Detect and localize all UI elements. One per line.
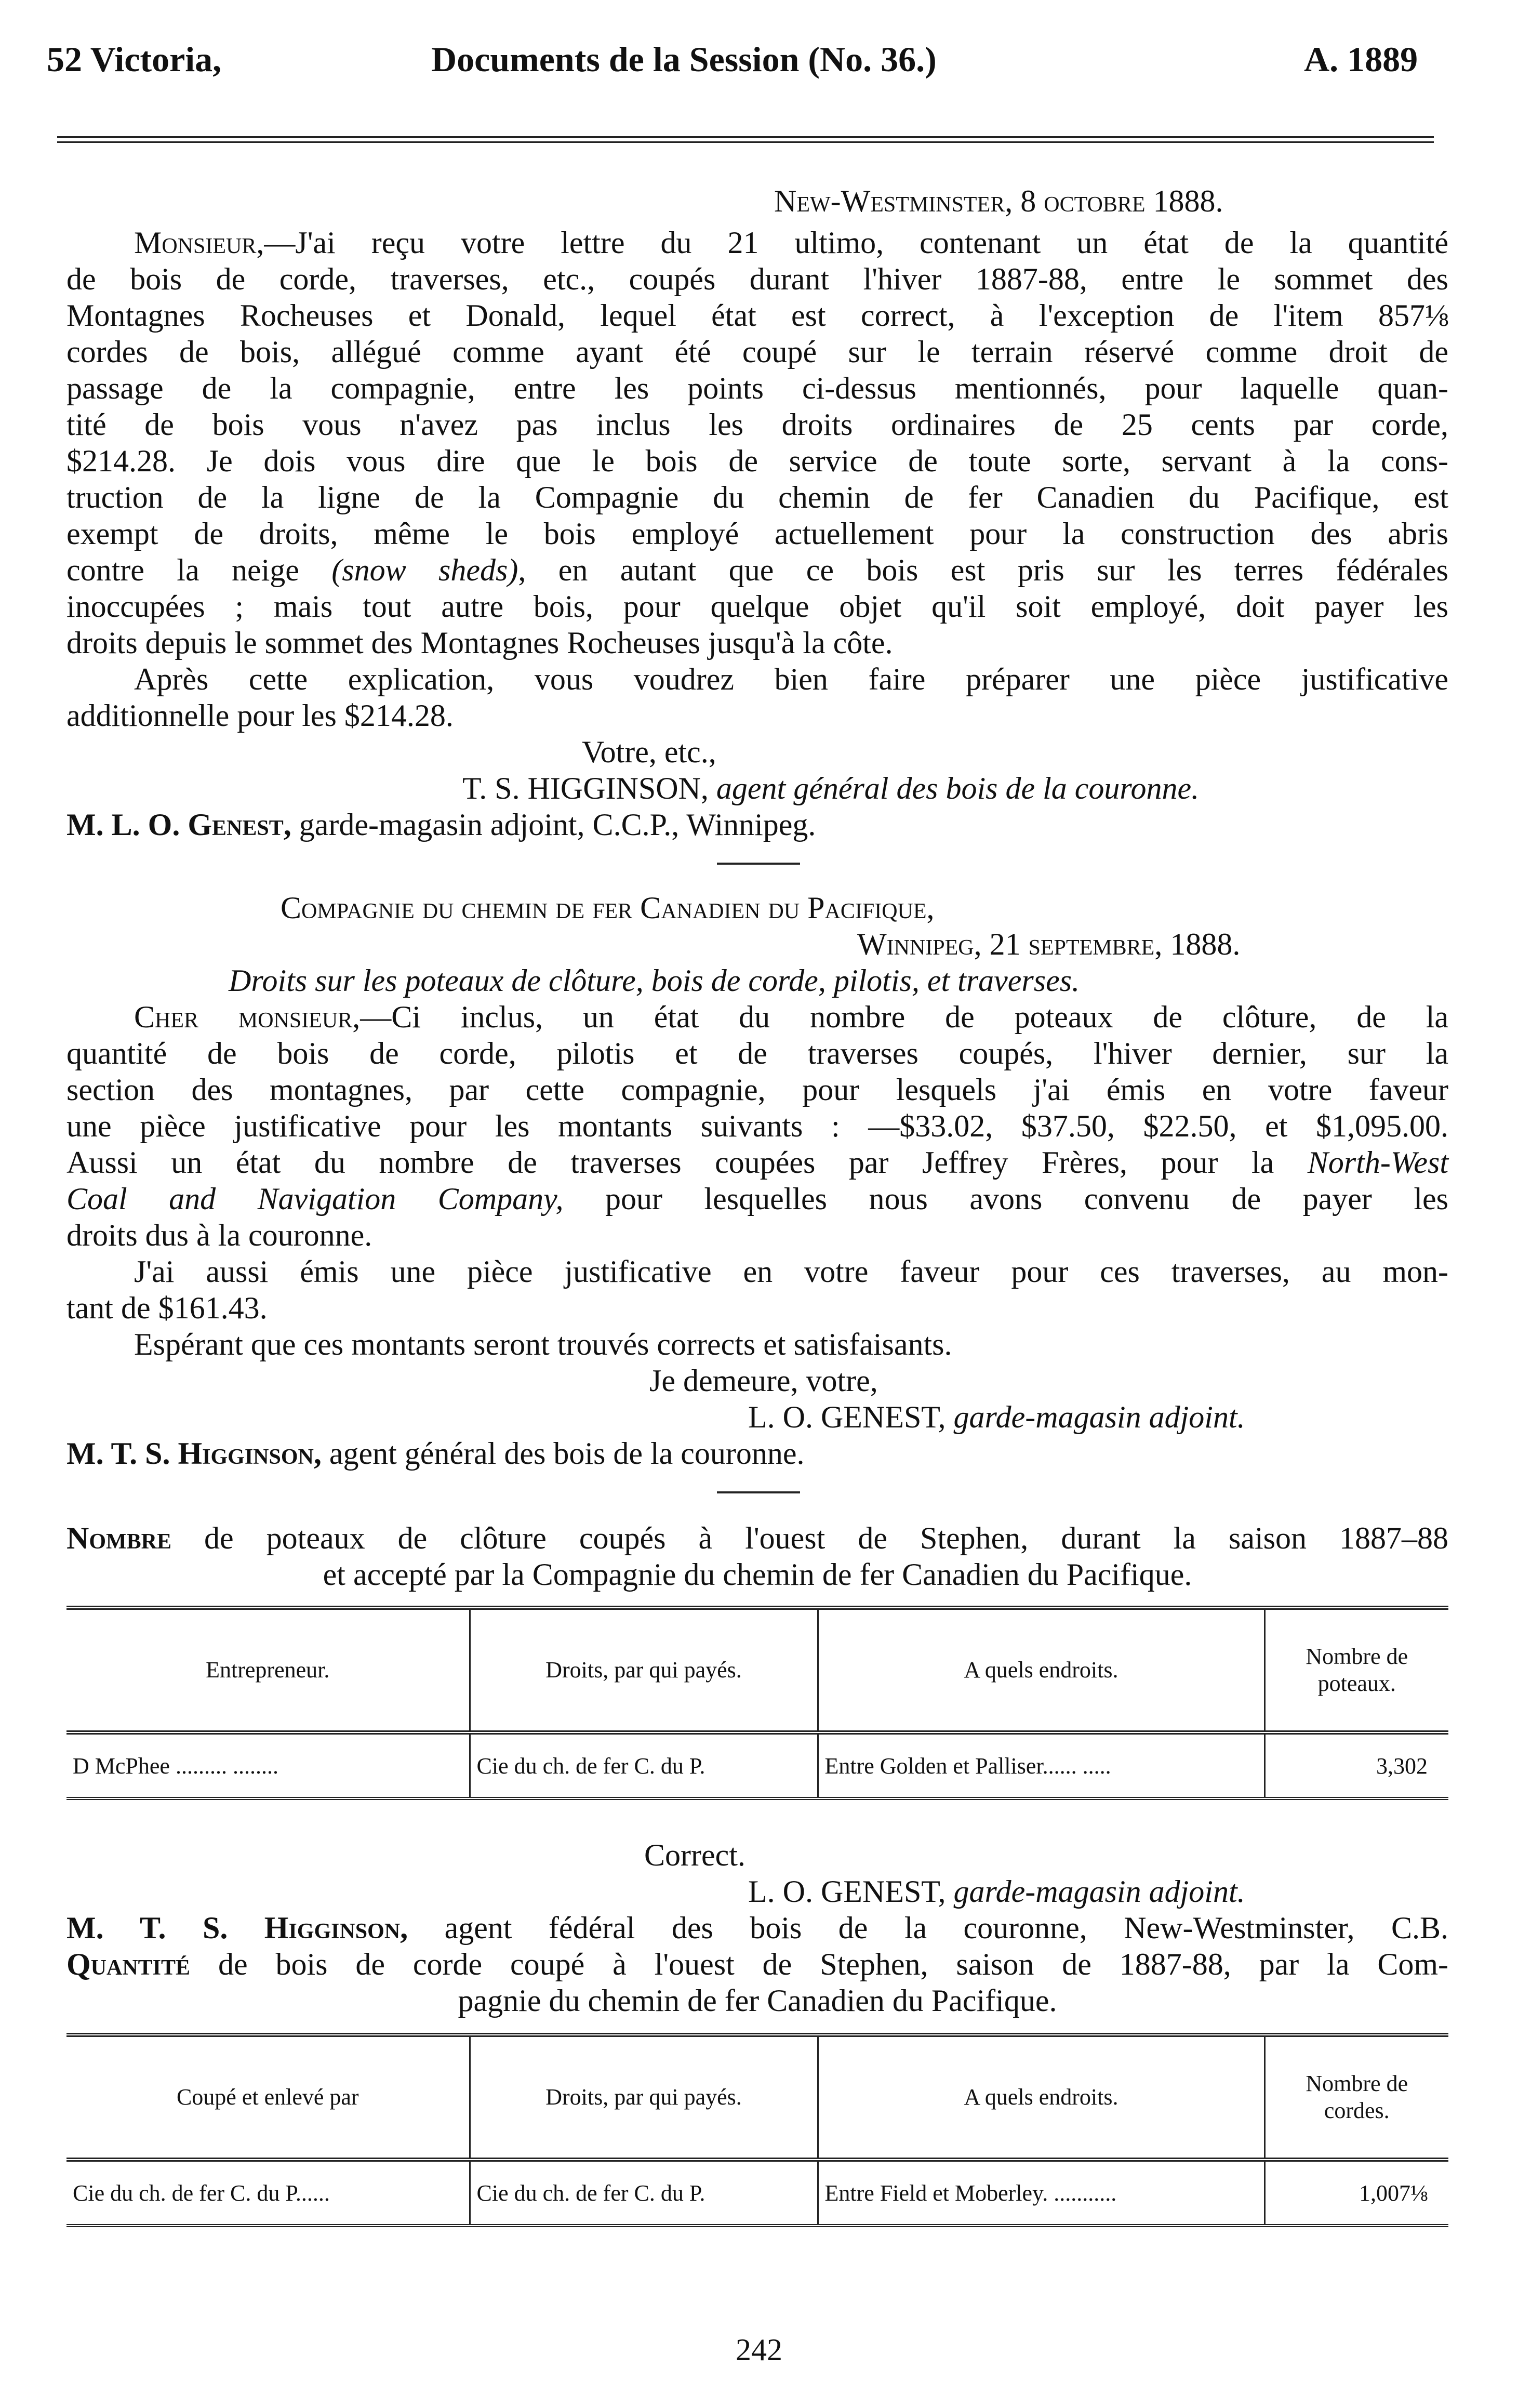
certification-signer: L. O. GENEST, <box>748 1874 946 1909</box>
table2-header-duties-paid-by: Droits, par qui payés. <box>470 2035 818 2160</box>
header-year: A. 1889 <box>1304 39 1418 79</box>
letter1-line-8: truction de la ligne de la Compagnie du chemin de fer Canadien du Pacifique, est <box>66 480 1448 514</box>
table1-header-location: A quels endroits. <box>818 1608 1264 1732</box>
table1-caption-lead: Nombre <box>66 1521 171 1555</box>
table1-header-post-count: Nombre de poteaux. <box>1264 1608 1448 1732</box>
table2-header-location: A quels endroits. <box>818 2035 1264 2160</box>
table2-header-cord-count: Nombre de cordes. <box>1264 2035 1448 2160</box>
letter1-para2-line-2: additionnelle pour les $214.28. <box>66 698 454 733</box>
letter1-closing: Votre, etc., <box>582 735 716 769</box>
letter2-para2-line-1: J'ai aussi émis une pièce justificative en votre faveur pour ces traverses, au mon- <box>134 1254 1448 1289</box>
letter2-dateline: Winnipeg, 21 septembre, 1888. <box>857 927 1241 961</box>
header-rule-bottom <box>57 141 1434 143</box>
letter2-para3: Espérant que ces montants seront trouvés corrects et satisfaisants. <box>134 1327 952 1361</box>
letter2-para2-line-2: tant de $161.43. <box>66 1291 268 1325</box>
table1-cell-duties-paid-by: Cie du ch. de fer C. du P. <box>470 1732 818 1798</box>
letter2-line-2: quantité de bois de corde, pilotis et de traverses coupés, l'hiver dernier, sur la <box>66 1036 1448 1070</box>
separator-rule-2 <box>717 1491 800 1493</box>
table-row <box>66 1732 1448 1798</box>
table2-caption-lead: Quantité <box>66 1947 191 1981</box>
letter2-company-ref-a: North-West <box>1307 1145 1448 1180</box>
letter2-recipient-rest: agent général des bois de la couronne. <box>329 1436 805 1471</box>
table-cordwood <box>66 2033 1448 2227</box>
certification-recipient <box>66 1910 1448 1946</box>
letter1-signer: T. S. HIGGINSON, <box>462 771 709 805</box>
letter2-signer-title: garde-magasin adjoint. <box>953 1400 1245 1434</box>
certification-signer-title: garde-magasin adjoint. <box>953 1874 1245 1909</box>
letter1-line-4: cordes de bois, allégué comme ayant été coupé sur le terrain réservé comme droit de <box>66 335 1448 369</box>
letter1-line-6: tité de bois vous n'avez pas inclus les droits ordinaires de 25 cents par corde, <box>66 407 1448 442</box>
table2-header-row <box>66 2035 1448 2160</box>
letter1-line-3: Montagnes Rocheuses et Donald, lequel état est correct, à l'exception de l'item 857⅛ <box>66 298 1448 333</box>
letter1-line-5: passage de la compagnie, entre les points ci-dessus mentionnés, pour laquelle quan- <box>66 371 1448 405</box>
table-fence-posts <box>66 1606 1448 1800</box>
running-header <box>47 23 1455 81</box>
certification-recipient-name: M. T. S. Higginson, <box>66 1911 408 1945</box>
table1-header-duties-paid-by: Droits, par qui payés. <box>470 1608 818 1732</box>
letter1-line-7: $214.28. Je dois vous dire que le bois de service de toute sorte, servant à la cons- <box>66 444 1448 478</box>
letter2-signature <box>748 1399 1245 1435</box>
table2-caption-line-2: pagnie du chemin de fer Canadien du Pacifique. <box>458 1983 1057 2018</box>
table-row <box>66 2160 1448 2226</box>
letter2-closing: Je demeure, votre, <box>649 1364 878 1398</box>
table1-header-row <box>66 1608 1448 1732</box>
table1-header-contractor: Entrepreneur. <box>206 1657 330 1683</box>
certification-signature <box>748 1873 1245 1910</box>
letter2-company: Compagnie du chemin de fer Canadien du Pacifique, <box>281 891 935 925</box>
page-number: 242 <box>736 2333 782 2367</box>
letter1-salutation: Monsieur, <box>134 226 264 260</box>
table1-cell-location: Entre Golden et Palliser...... ..... <box>818 1732 1264 1798</box>
letter1-recipient <box>66 806 816 843</box>
table2-cell-cut-by: Cie du ch. de fer C. du P...... <box>73 2180 330 2206</box>
header-title: Documents de la Session (No. 36.) <box>431 39 937 79</box>
letter1-line-9: exempt de droits, même le bois employé actuellement pour la construction des abris <box>66 517 1448 551</box>
letter1-line-2: de bois de corde, traverses, etc., coupés durant l'hiver 1887-88, entre le sommet des <box>66 262 1448 296</box>
letter2-company-ref-b: Coal and Navigation Company, <box>66 1182 564 1216</box>
table2-cell-cord-count: 1,007⅛ <box>1264 2160 1448 2226</box>
certification-recipient-rest: agent fédéral des bois de la couronne, New-Westminster, C.B. <box>444 1911 1449 1945</box>
letter2-line-1: Cher monsieur,—Ci inclus, un état du nombre de poteaux de clôture, de la <box>66 999 1448 1035</box>
table1-caption-line-2: et accepté par la Compagnie du chemin de fer Canadien du Pacifique. <box>323 1557 1192 1592</box>
header-volume: 52 Victoria, <box>47 39 222 79</box>
table1-caption-line-1: Nombre de poteaux de clôture coupés à l'ouest de Stephen, durant la saison 1887–88 <box>66 1521 1448 1555</box>
letter2-signer: L. O. GENEST, <box>748 1400 946 1434</box>
table2-caption-line-1: Quantité de bois de corde coupé à l'ouest de Stephen, saison de 1887-88, par la Com- <box>66 1947 1448 1981</box>
table2-cell-location: Entre Field et Moberley. ........... <box>818 2160 1264 2226</box>
letter2-line-6: Coal and Navigation Company, pour lesquelles nous avons convenu de payer les <box>66 1182 1449 1216</box>
letter2-recipient <box>66 1435 805 1472</box>
table2-header-cut-by: Coupé et enlevé par <box>176 2084 359 2110</box>
letter1-signature <box>462 770 1199 806</box>
letter1-line-1: Monsieur,—J'ai reçu votre lettre du 21 ultimo, contenant un état de la quantité <box>66 224 1448 261</box>
certification-correct: Correct. <box>644 1838 745 1872</box>
letter2-line-5: Aussi un état du nombre de traverses coupées par Jeffrey Frères, pour la North-West <box>66 1145 1448 1180</box>
snow-sheds-term: (snow sheds) <box>331 553 518 587</box>
letter2-recipient-name: M. T. S. Higginson, <box>66 1436 322 1471</box>
letter1-signer-title: agent général des bois de la couronne. <box>716 771 1200 805</box>
letter2-line-4: une pièce justificative pour les montants suivants : —$33.02, $37.50, $22.50, et $1,095.00. <box>66 1109 1448 1143</box>
letter1-para2-line-1: Après cette explication, vous voudrez bien faire préparer une pièce justificative <box>134 662 1448 696</box>
table2-cell-duties-paid-by: Cie du ch. de fer C. du P. <box>470 2160 818 2226</box>
letter2-line-3: section des montagnes, par cette compagnie, pour lesquels j'ai émis en votre faveur <box>66 1073 1448 1107</box>
separator-rule-1 <box>717 863 800 865</box>
letter1-dateline: New-Westminster, 8 octobre 1888. <box>774 184 1223 218</box>
letter1-recipient-rest: garde-magasin adjoint, C.C.P., Winnipeg. <box>299 808 816 842</box>
letter1-line-11: inoccupées ; mais tout autre bois, pour quelque objet qu'il soit employé, doit payer les <box>66 589 1448 624</box>
table1-cell-post-count: 3,302 <box>1264 1732 1448 1798</box>
letter2-salutation: Cher monsieur, <box>134 1000 361 1034</box>
letter1-recipient-name: M. L. O. Genest, <box>66 808 291 842</box>
table1-cell-contractor: D McPhee ......... ........ <box>73 1753 278 1779</box>
header-rule-top <box>57 136 1434 138</box>
letter2-line-7: droits dus à la couronne. <box>66 1218 372 1252</box>
letter1-line-12: droits depuis le sommet des Montagnes Rocheuses jusqu'à la côte. <box>66 626 893 660</box>
letter1-line-10: contre la neige (snow sheds), en autant que ce bois est pris sur les terres fédérales <box>66 553 1448 587</box>
letter2-subject: Droits sur les poteaux de clôture, bois de corde, pilotis, et traverses. <box>229 963 1080 998</box>
